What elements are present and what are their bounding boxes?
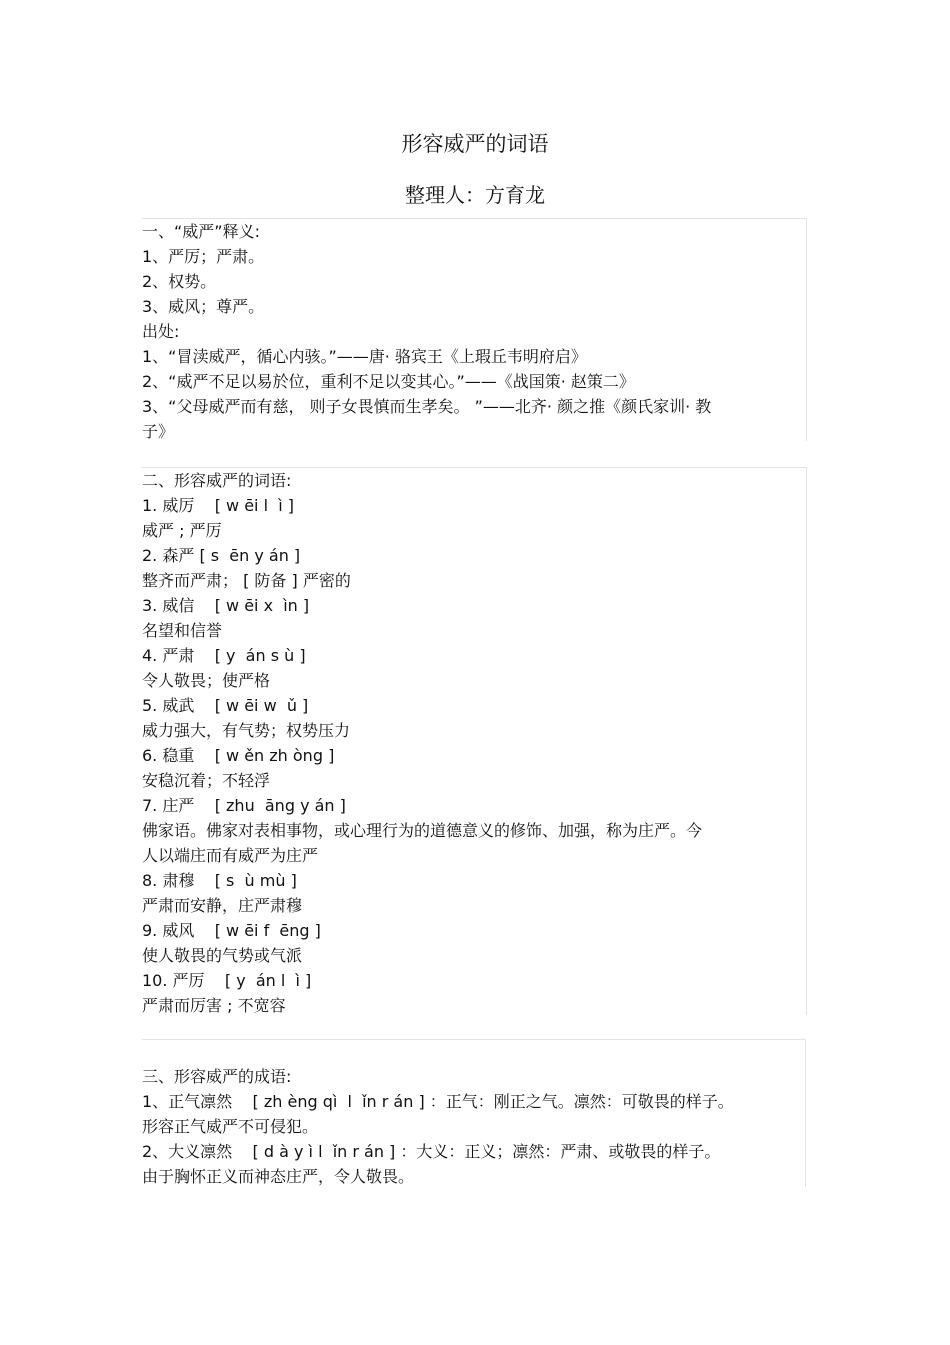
word-entry: 2. 森严 [ s ēn y án ] xyxy=(142,546,301,565)
source-item: 子》 xyxy=(142,422,175,441)
section-heading: 二、形容威严的词语: xyxy=(142,471,292,490)
word-entry: 7. 庄严 [ zhu āng y án ] xyxy=(142,796,346,815)
word-meaning: 安稳沉着；不轻浮 xyxy=(142,771,271,790)
idiom-entry: 1、正气凛然 [ zh èng qì l ǐn r án ] ：正气：刚正之气。凛然：可敬畏的样子。 xyxy=(142,1092,734,1111)
word-meaning: 整齐而严肃； [ 防备 ] 严密的 xyxy=(142,571,351,590)
idiom-meaning: 由于胸怀正义而神态庄严，令人敬畏。 xyxy=(142,1167,415,1186)
word-meaning: 使人敬畏的气势或气派 xyxy=(142,946,303,965)
section-heading: 三、形容威严的成语: xyxy=(142,1067,292,1086)
definition-item: 3、威风；尊严。 xyxy=(142,297,265,316)
section-definition xyxy=(142,218,807,441)
word-meaning: 令人敬畏；使严格 xyxy=(142,671,271,690)
source-item: 2、“威严不足以易於位，重利不足以变其心。”——《战国策· 赵策二》 xyxy=(142,372,635,391)
word-meaning: 威严 ; 严厉 xyxy=(142,521,222,540)
section-heading: 一、“威严”释义: xyxy=(142,222,260,241)
source-item: 1、“冒渎威严，循心内骇。”——唐· 骆宾王《上瑕丘韦明府启》 xyxy=(142,347,587,366)
source-label: 出处: xyxy=(142,322,180,341)
word-entry: 1. 威厉 [ w ēi l ì ] xyxy=(142,496,294,515)
word-entry: 3. 威信 [ w ēi x ìn ] xyxy=(142,596,310,615)
word-entry: 10. 严厉 [ y án l ì ] xyxy=(142,971,312,990)
word-meaning: 名望和信誉 xyxy=(142,621,223,640)
word-entry: 6. 稳重 [ w ěn zh òng ] xyxy=(142,746,335,765)
idiom-entry: 2、大义凛然 [ d à y ì l ǐn r án ] ：大义：正义；凛然：严肃、或敬畏的样子。 xyxy=(142,1142,721,1161)
word-meaning: 严肃而厉害 ; 不宽容 xyxy=(142,996,286,1015)
author-line: 整理人：方育龙 xyxy=(405,183,545,207)
definition-item: 2、权势。 xyxy=(142,272,217,291)
section-idioms xyxy=(142,1039,806,1187)
document-title: 形容威严的词语 xyxy=(401,132,549,156)
word-meaning: 威力强大，有气势；权势压力 xyxy=(142,721,351,740)
word-meaning: 严肃而安静，庄严肃穆 xyxy=(142,896,303,915)
idiom-meaning: 形容正气威严不可侵犯。 xyxy=(142,1117,319,1136)
word-entry: 5. 威武 [ w ēi w ǔ ] xyxy=(142,696,309,715)
source-item: 3、“父母威严而有慈， 则子女畏慎而生孝矣。 ”——北齐· 颜之推《颜氏家训· 教 xyxy=(142,397,712,416)
word-entry: 9. 威风 [ w ēi f ēng ] xyxy=(142,921,321,940)
definition-item: 1、严厉；严肃。 xyxy=(142,247,265,266)
word-entry: 4. 严肃 [ y án s ù ] xyxy=(142,646,306,665)
word-meaning: 人以端庄而有威严为庄严 xyxy=(142,846,319,865)
section-words xyxy=(142,467,807,1015)
word-entry: 8. 肃穆 [ s ù mù ] xyxy=(142,871,297,890)
word-meaning: 佛家语。佛家对表相事物，或心理行为的道德意义的修饰、加强，称为庄严。今 xyxy=(142,821,703,840)
